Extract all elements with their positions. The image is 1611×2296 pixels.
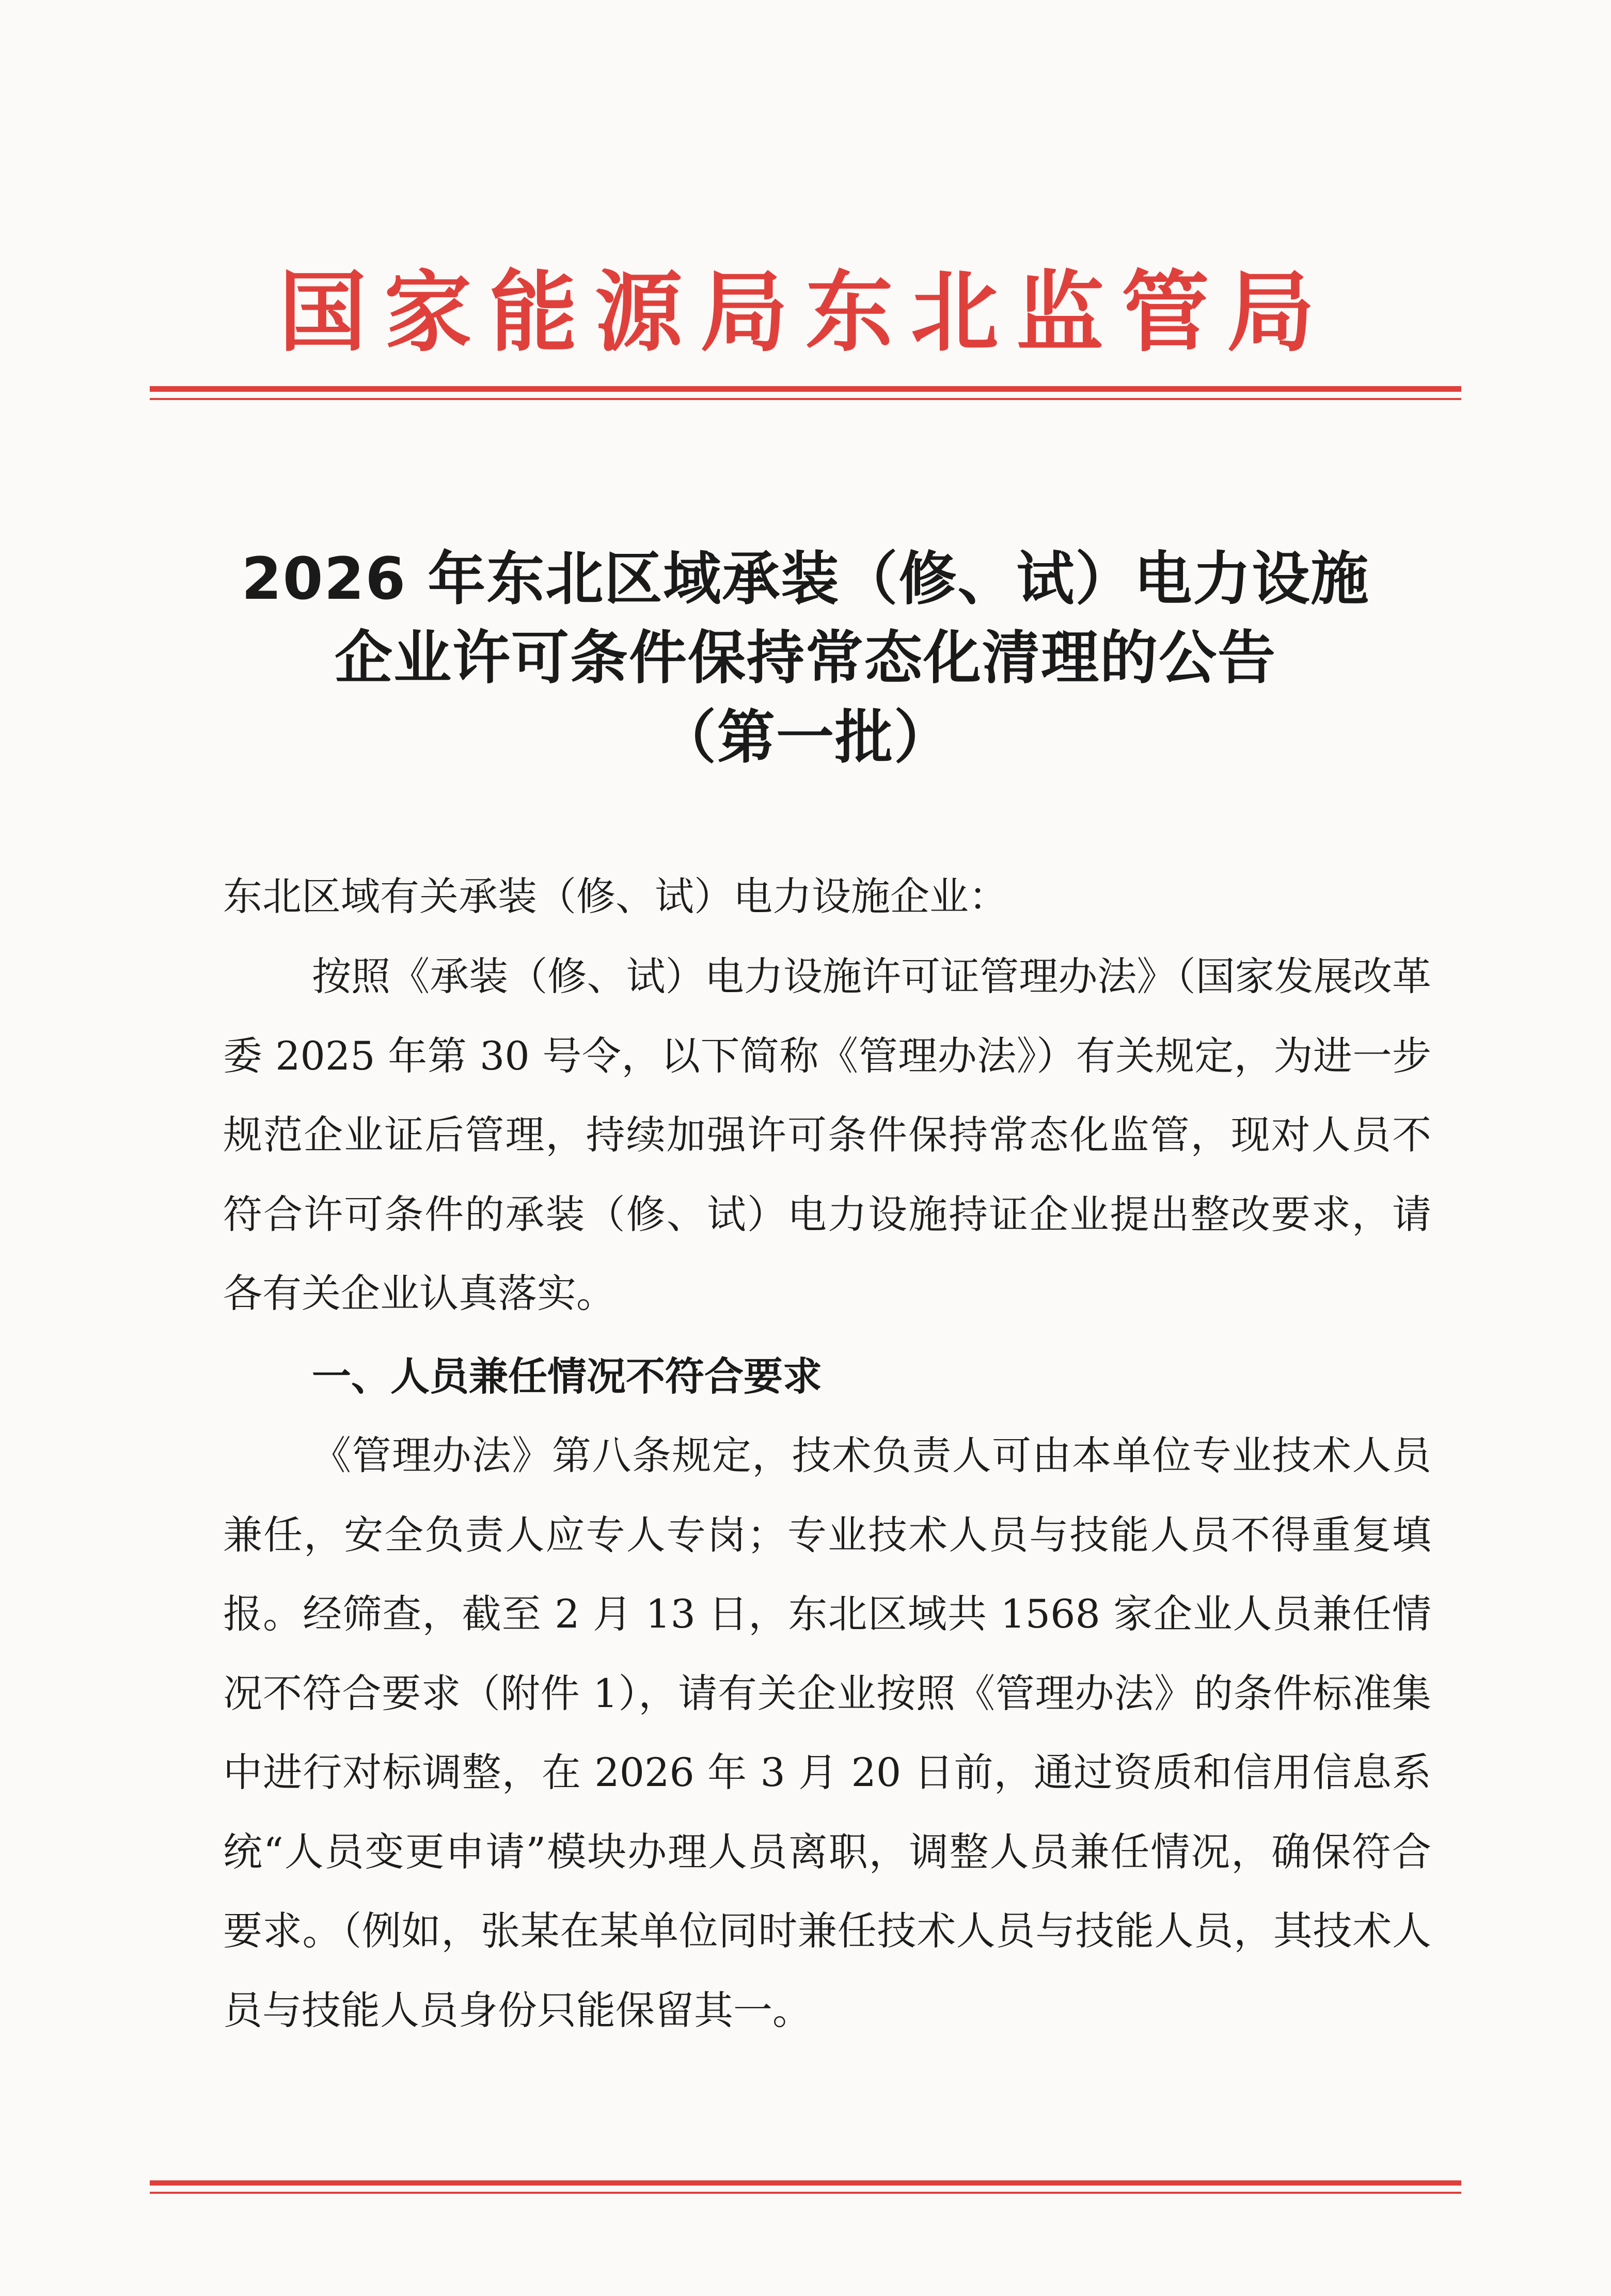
paragraph-section-1: 《管理办法》第八条规定，技术负责人可由本单位专业技术人员兼任，安全负责人应专人专岗；专业技术人员与技能人员不得重复填报。经筛查，截至 2 月 13 日，东北区域共 1568 家企业人员兼任情况不符合要求（附件 1），请有关企业按照《管理办法》的条件标准集中进行对标调整，在 2026 年 3 月 20 日前，通过资质和信用信息系统“人员变更申请”模块办理人员离职，调整人员兼任情况，确保符合要求。（例如，张某在某单位同时兼任技术人员与技能人员，其技术人员与技能人员身份只能保留其一。 — [223, 1432, 1431, 2033]
agency-masthead: 国家能源局东北监管局 — [278, 261, 1332, 364]
salutation: 东北区域有关承装（修、试）电力设施企业： — [223, 873, 1008, 919]
footer-red-rule-thin — [150, 2192, 1461, 2194]
masthead-red-rule-thick — [150, 386, 1461, 392]
paragraph-intro: 按照《承装（修、试）电力设施许可证管理办法》（国家发展改革委 2025 年第 30 号令，以下简称《管理办法》）有关规定，为进一步规范企业证后管理，持续加强许可条件保持常态化监管，现对人员不符合许可条件的承装（修、试）电力设施持证企业提出整改要求，请各有关企业认真落实。 — [223, 953, 1431, 1316]
footer-red-rule-thick — [150, 2180, 1461, 2186]
masthead-red-rule-thin — [150, 398, 1461, 400]
section-heading-1: 一、人员兼任情况不符合要求 — [312, 1353, 822, 1399]
document-title-line-1: 2026 年东北区域承装（修、试）电力设施 — [241, 546, 1370, 613]
document-title-line-3: （第一批） — [658, 704, 953, 771]
document-title-line-2: 企业许可条件保持常态化清理的公告 — [335, 625, 1276, 692]
